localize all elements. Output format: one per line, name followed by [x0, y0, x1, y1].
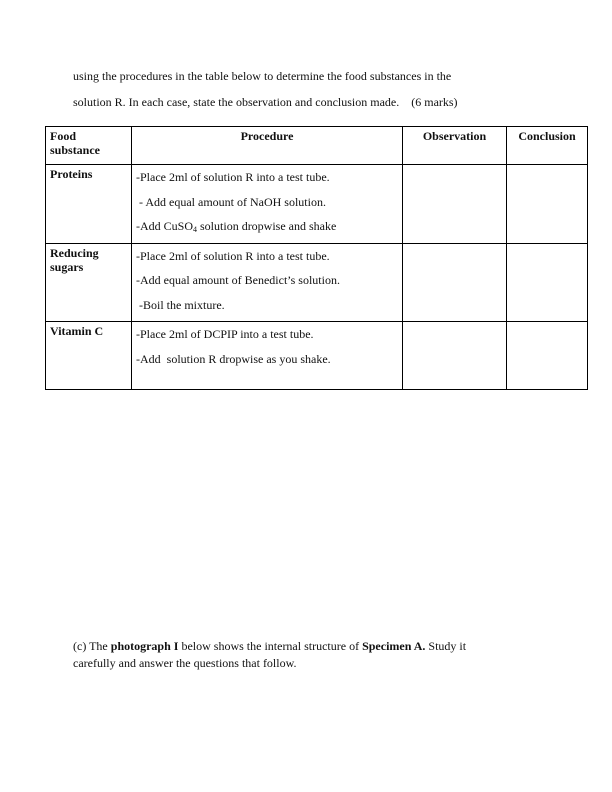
text: below shows the internal structure of	[178, 639, 363, 653]
procedure-cell	[132, 243, 403, 322]
procedure-step: -Add equal amount of Benedict’s solution.	[136, 273, 340, 287]
table-row	[46, 322, 588, 390]
table-header-row	[46, 127, 588, 165]
subscript: 4	[193, 225, 198, 234]
food-cell: Reducing sugars	[46, 243, 132, 322]
food-cell: Proteins	[46, 165, 132, 244]
conclusion-cell[interactable]	[507, 322, 588, 390]
conclusion-cell[interactable]	[507, 165, 588, 244]
procedure-step: -Place 2ml of solution R into a test tube.	[136, 170, 330, 184]
procedure-cell	[132, 165, 403, 244]
observation-cell[interactable]	[403, 243, 507, 322]
header-procedure: Procedure	[132, 127, 403, 165]
specimen-label: Specimen A.	[362, 639, 426, 653]
part-c-line-2: carefully and answer the questions that follow.	[73, 656, 297, 670]
intro-line-2: solution R. In each case, state the observation and conclusion made. (6 marks)	[73, 95, 458, 109]
header-food-substance: Food substance	[46, 127, 132, 165]
intro-line-1: using the procedures in the table below to determine the food substances in the	[73, 69, 452, 83]
procedure-step: -Add solution R dropwise as you shake.	[136, 351, 331, 366]
table-row	[46, 243, 588, 322]
header-observation: Observation	[403, 127, 507, 165]
text: Study it	[425, 639, 467, 653]
procedure-step: - Add equal amount of NaOH solution.	[136, 194, 326, 209]
table-row	[46, 165, 588, 244]
text: (c) The	[73, 639, 111, 653]
observation-cell[interactable]	[403, 322, 507, 390]
procedure-step: -Boil the mixture.	[136, 297, 225, 312]
part-c-line-1	[73, 639, 466, 654]
conclusion-cell[interactable]	[507, 243, 588, 322]
procedure-step: -Place 2ml of solution R into a test tube.	[136, 248, 330, 263]
procedure-step: -Place 2ml of DCPIP into a test tube.	[136, 327, 314, 341]
procedure-step	[136, 216, 398, 241]
step-text: -Add CuSO	[136, 219, 194, 233]
food-test-table	[45, 126, 588, 390]
photograph-label: photograph I	[110, 639, 179, 653]
header-conclusion: Conclusion	[507, 127, 588, 165]
observation-cell[interactable]	[403, 165, 507, 244]
step-text: solution dropwise and shake	[197, 219, 337, 233]
procedure-cell	[132, 322, 403, 390]
food-cell: Vitamin C	[46, 322, 132, 390]
